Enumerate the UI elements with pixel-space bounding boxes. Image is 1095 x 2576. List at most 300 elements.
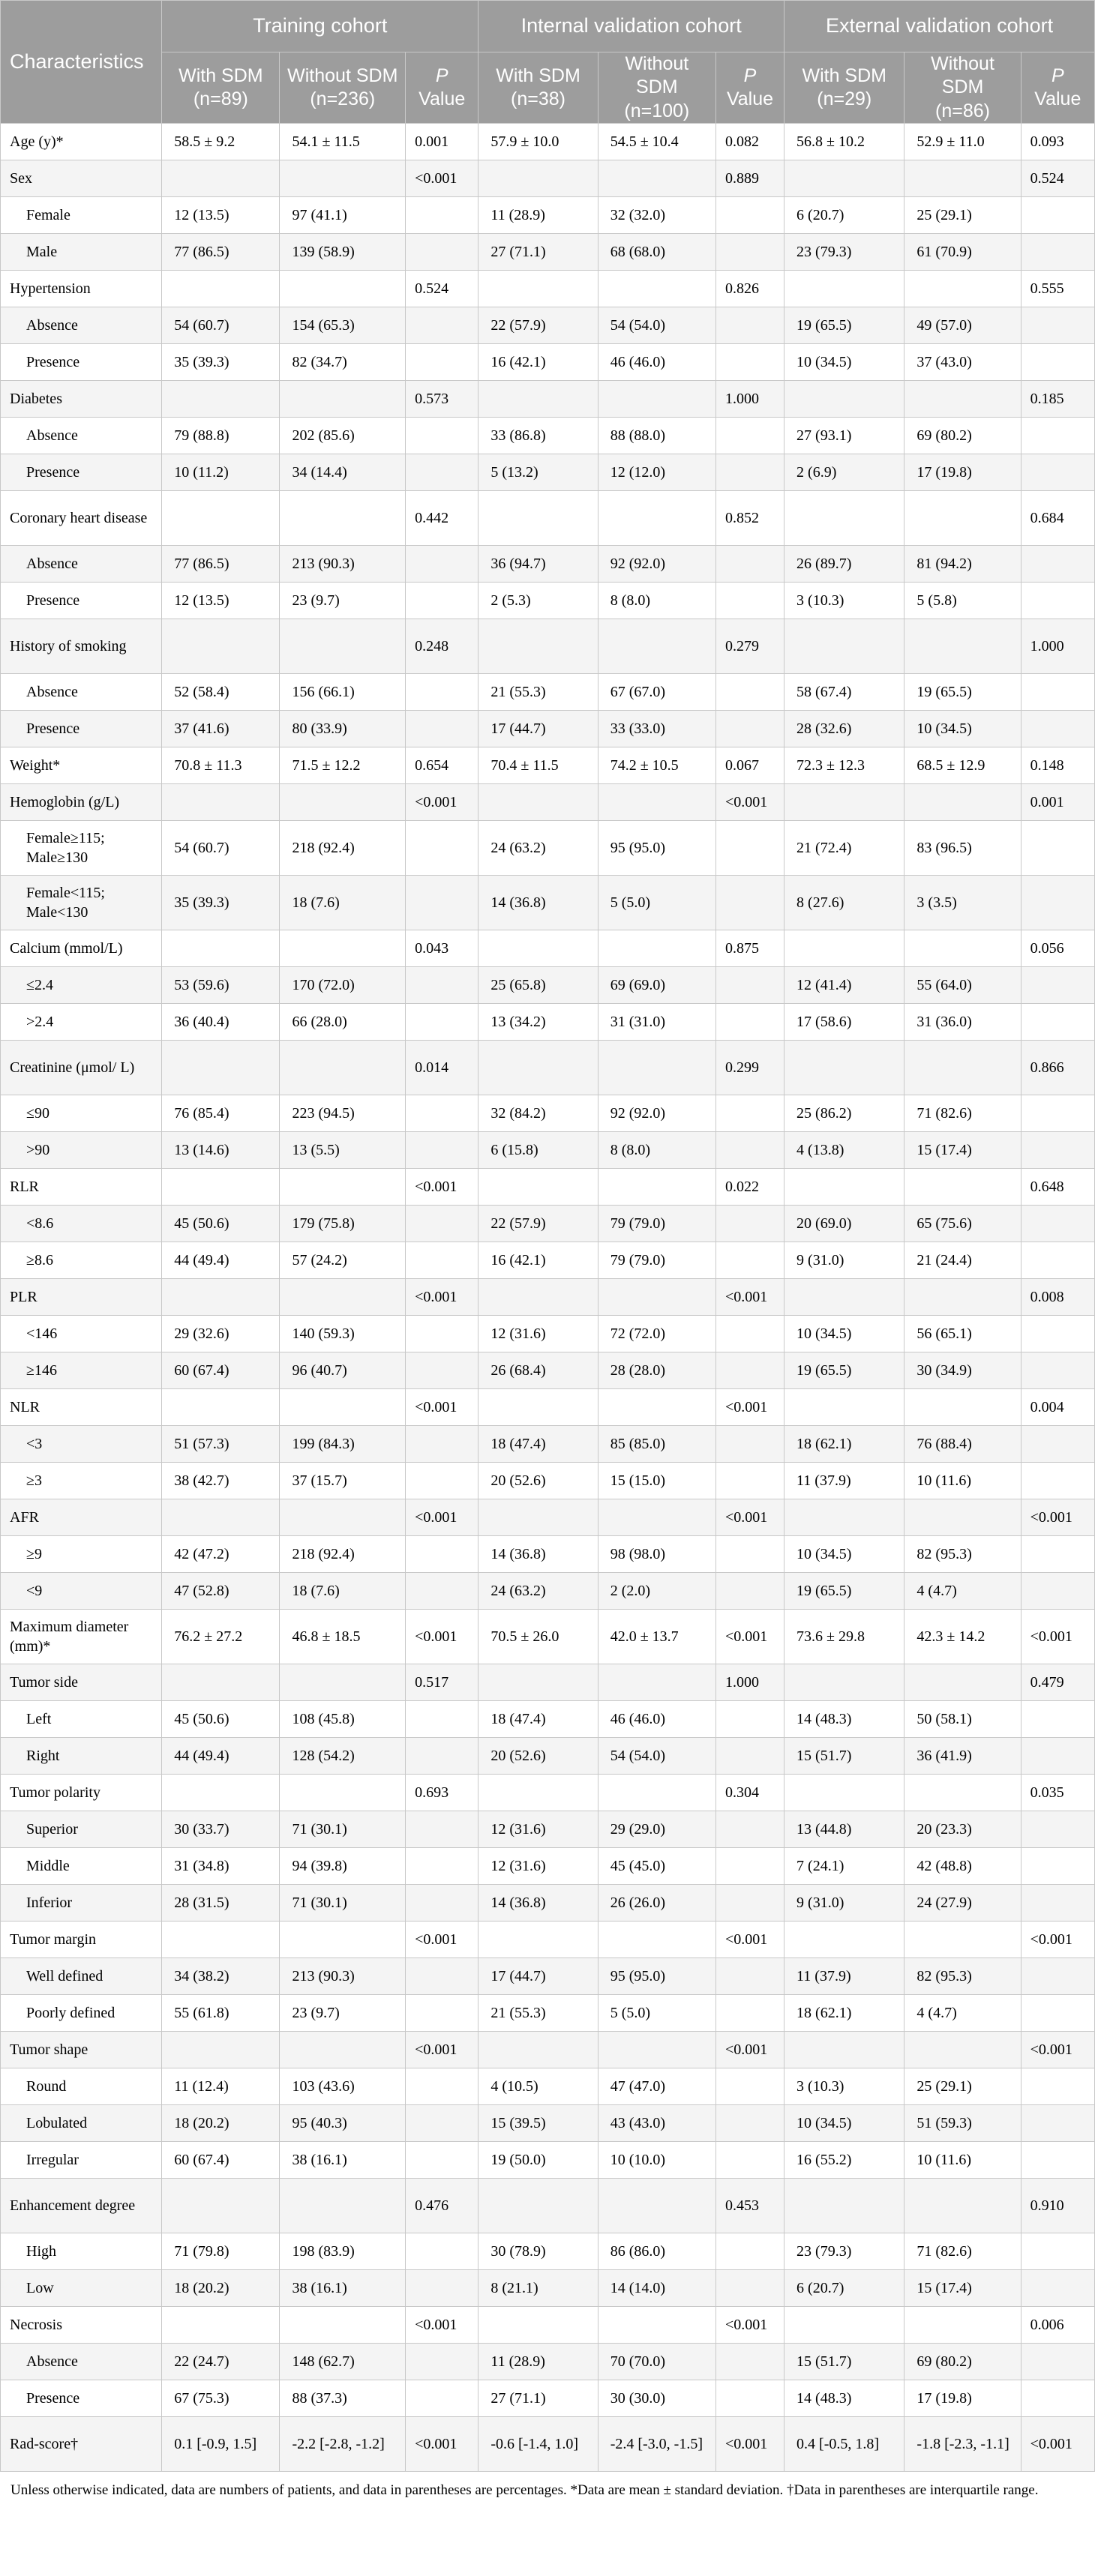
value-cell — [478, 619, 598, 673]
p-value-cell — [1021, 454, 1094, 490]
value-cell: 65 (75.6) — [904, 1205, 1021, 1242]
value-cell — [162, 2031, 280, 2068]
column-header-line-1: Without SDM — [625, 53, 689, 98]
value-cell: 71.5 ± 12.2 — [280, 747, 406, 783]
p-value-cell — [716, 343, 784, 380]
p-value-cell: 0.479 — [1021, 1664, 1094, 1700]
value-cell — [478, 2306, 598, 2343]
table-row — [1, 1131, 1095, 1168]
p-value-cell — [716, 1352, 784, 1388]
p-value-cell — [1021, 1847, 1094, 1884]
p-value-cell — [1021, 2141, 1094, 2178]
p-value-cell: 0.555 — [1021, 270, 1094, 307]
table-row — [1, 2380, 1095, 2416]
p-value-cell: 0.654 — [406, 747, 478, 783]
value-cell: 50 (58.1) — [904, 1700, 1021, 1737]
value-cell: 10 (34.5) — [784, 1315, 904, 1352]
value-cell: 12 (41.4) — [784, 966, 904, 1003]
value-cell — [784, 619, 904, 673]
value-cell: 45 (50.6) — [162, 1700, 280, 1737]
value-cell — [478, 1388, 598, 1425]
table-row — [1, 1737, 1095, 1774]
value-cell — [598, 1921, 716, 1957]
value-cell: 76.2 ± 27.2 — [162, 1609, 280, 1664]
value-cell — [280, 1774, 406, 1811]
table-row — [1, 930, 1095, 966]
value-cell — [478, 380, 598, 417]
p-value-cell: 0.008 — [1021, 1278, 1094, 1315]
table-row — [1, 1664, 1095, 1700]
table-row — [1, 1242, 1095, 1278]
p-value-cell — [406, 710, 478, 747]
p-value-cell — [716, 1847, 784, 1884]
table-row — [1, 1957, 1095, 1994]
table-row — [1, 1352, 1095, 1388]
p-value-cell — [1021, 1242, 1094, 1278]
value-cell: 14 (36.8) — [478, 1535, 598, 1572]
p-value-cell — [716, 1811, 784, 1847]
row-sublabel: Lobulated — [1, 2104, 162, 2141]
value-cell: 72.3 ± 12.3 — [784, 747, 904, 783]
table-row — [1, 875, 1095, 930]
p-value-cell — [406, 1003, 478, 1040]
value-cell: 156 (66.1) — [280, 673, 406, 710]
value-cell — [478, 1774, 598, 1811]
value-cell — [784, 270, 904, 307]
value-cell: 12 (31.6) — [478, 1811, 598, 1847]
value-cell: 21 (72.4) — [784, 820, 904, 875]
value-cell: 60 (67.4) — [162, 1352, 280, 1388]
p-value-cell: <0.001 — [716, 783, 784, 820]
value-cell — [280, 270, 406, 307]
value-cell: 108 (45.8) — [280, 1700, 406, 1737]
value-cell: 18 (20.2) — [162, 2104, 280, 2141]
table-row — [1, 1572, 1095, 1609]
value-cell: 2 (5.3) — [478, 582, 598, 619]
value-cell — [598, 1168, 716, 1205]
value-cell: 37 (43.0) — [904, 343, 1021, 380]
value-cell: 79 (88.8) — [162, 417, 280, 454]
row-label: History of smoking — [1, 619, 162, 673]
value-cell — [598, 1664, 716, 1700]
value-cell: 18 (47.4) — [478, 1425, 598, 1462]
value-cell: 86 (86.0) — [598, 2233, 716, 2269]
value-cell: 10 (34.5) — [784, 343, 904, 380]
p-value-cell — [406, 1811, 478, 1847]
value-cell: 38 (16.1) — [280, 2269, 406, 2306]
table-row — [1, 454, 1095, 490]
table-row — [1, 160, 1095, 196]
value-cell — [598, 1040, 716, 1095]
p-value-cell — [406, 1572, 478, 1609]
value-cell — [904, 1040, 1021, 1095]
column-header-line-1: Without SDM — [931, 53, 994, 98]
value-cell — [904, 1499, 1021, 1535]
value-cell: 18 (62.1) — [784, 1425, 904, 1462]
table-row — [1, 270, 1095, 307]
value-cell: 57.9 ± 10.0 — [478, 123, 598, 160]
column-header-line-1: Without SDM — [287, 64, 398, 86]
value-cell: 15 (51.7) — [784, 1737, 904, 1774]
value-cell: 52.9 ± 11.0 — [904, 123, 1021, 160]
row-label: Enhancement degree — [1, 2178, 162, 2233]
value-cell: 13 (44.8) — [784, 1811, 904, 1847]
value-cell: 27 (71.1) — [478, 2380, 598, 2416]
value-cell: 53 (59.6) — [162, 966, 280, 1003]
value-cell: 10 (34.5) — [784, 2104, 904, 2141]
value-cell: 4 (4.7) — [904, 1994, 1021, 2031]
row-label: Coronary heart disease — [1, 490, 162, 545]
value-cell — [598, 270, 716, 307]
table-row — [1, 1847, 1095, 1884]
p-value-cell: 0.185 — [1021, 380, 1094, 417]
value-cell: 51 (59.3) — [904, 2104, 1021, 2141]
value-cell: 34 (14.4) — [280, 454, 406, 490]
value-cell: 21 (24.4) — [904, 1242, 1021, 1278]
value-cell: 198 (83.9) — [280, 2233, 406, 2269]
value-cell: 36 (40.4) — [162, 1003, 280, 1040]
value-cell: 18 (20.2) — [162, 2269, 280, 2306]
row-label: Hemoglobin (g/L) — [1, 783, 162, 820]
p-value-cell — [716, 710, 784, 747]
p-value-cell — [716, 1205, 784, 1242]
value-cell — [162, 160, 280, 196]
value-cell: 68.5 ± 12.9 — [904, 747, 1021, 783]
value-cell: 25 (29.1) — [904, 2068, 1021, 2104]
p-value-cell — [716, 875, 784, 930]
value-cell: 30 (30.0) — [598, 2380, 716, 2416]
table-row — [1, 2306, 1095, 2343]
p-value-cell — [1021, 1095, 1094, 1131]
value-cell: 29 (32.6) — [162, 1315, 280, 1352]
value-cell — [162, 1664, 280, 1700]
p-value-cell — [1021, 2380, 1094, 2416]
row-sublabel: <9 — [1, 1572, 162, 1609]
value-cell: 56.8 ± 10.2 — [784, 123, 904, 160]
column-header-line-1: With SDM — [496, 64, 580, 86]
row-sublabel: Well defined — [1, 1957, 162, 1994]
p-value-cell — [1021, 2068, 1094, 2104]
value-cell — [598, 930, 716, 966]
p-value-cell — [716, 1462, 784, 1499]
value-cell — [162, 1388, 280, 1425]
p-value-cell: <0.001 — [716, 1499, 784, 1535]
table-row — [1, 2233, 1095, 2269]
p-value-cell: 0.279 — [716, 619, 784, 673]
column-header-line-2: (n=86) — [935, 100, 990, 121]
p-value-cell — [1021, 233, 1094, 270]
p-value-cell: 0.082 — [716, 123, 784, 160]
p-value-cell: <0.001 — [406, 1609, 478, 1664]
value-cell: 51 (57.3) — [162, 1425, 280, 1462]
value-cell: 58 (67.4) — [784, 673, 904, 710]
value-cell: 70.8 ± 11.3 — [162, 747, 280, 783]
training-cohort-header: Training cohort — [162, 1, 478, 52]
table-row — [1, 1205, 1095, 1242]
value-cell: 26 (26.0) — [598, 1884, 716, 1921]
value-cell: 80 (33.9) — [280, 710, 406, 747]
value-cell: 28 (32.6) — [784, 710, 904, 747]
row-sublabel: Presence — [1, 454, 162, 490]
value-cell: 3 (10.3) — [784, 2068, 904, 2104]
row-sublabel: ≥146 — [1, 1352, 162, 1388]
value-cell — [280, 930, 406, 966]
value-cell: 10 (11.6) — [904, 1462, 1021, 1499]
table-row — [1, 1921, 1095, 1957]
value-cell — [280, 783, 406, 820]
value-cell: 16 (42.1) — [478, 1242, 598, 1278]
value-cell: 82 (95.3) — [904, 1957, 1021, 1994]
row-sublabel: <146 — [1, 1315, 162, 1352]
value-cell: 17 (19.8) — [904, 2380, 1021, 2416]
value-cell: 18 (7.6) — [280, 1572, 406, 1609]
row-sublabel: Absence — [1, 545, 162, 582]
value-cell: 6 (20.7) — [784, 2269, 904, 2306]
value-cell: 20 (52.6) — [478, 1737, 598, 1774]
value-cell: 10 (11.2) — [162, 454, 280, 490]
value-cell — [478, 490, 598, 545]
p-value-cell — [406, 196, 478, 233]
value-cell: 43 (43.0) — [598, 2104, 716, 2141]
p-value-cell — [406, 545, 478, 582]
value-cell: 71 (82.6) — [904, 1095, 1021, 1131]
value-cell — [478, 2178, 598, 2233]
row-label: Necrosis — [1, 2306, 162, 2343]
row-sublabel: Presence — [1, 582, 162, 619]
value-cell — [162, 490, 280, 545]
p-value-cell: <0.001 — [1021, 1921, 1094, 1957]
value-cell: 19 (50.0) — [478, 2141, 598, 2178]
value-cell: 11 (37.9) — [784, 1957, 904, 1994]
value-cell: 140 (59.3) — [280, 1315, 406, 1352]
value-cell — [784, 1278, 904, 1315]
p-value-cell: <0.001 — [406, 1499, 478, 1535]
value-cell: 5 (13.2) — [478, 454, 598, 490]
value-cell: 25 (86.2) — [784, 1095, 904, 1131]
group-column-header — [904, 52, 1021, 124]
value-cell — [904, 270, 1021, 307]
row-sublabel: Absence — [1, 2343, 162, 2380]
value-cell: 30 (34.9) — [904, 1352, 1021, 1388]
value-cell: 23 (9.7) — [280, 1994, 406, 2031]
value-cell: 71 (79.8) — [162, 2233, 280, 2269]
value-cell — [598, 1388, 716, 1425]
value-cell: 213 (90.3) — [280, 545, 406, 582]
value-cell: 57 (24.2) — [280, 1242, 406, 1278]
p-value-cell: 0.524 — [1021, 160, 1094, 196]
p-value-cell — [406, 1095, 478, 1131]
column-header-line-1: P — [743, 64, 757, 86]
row-sublabel: Presence — [1, 2380, 162, 2416]
value-cell — [478, 1040, 598, 1095]
p-value-cell: 0.476 — [406, 2178, 478, 2233]
value-cell — [784, 2306, 904, 2343]
value-cell: 69 (80.2) — [904, 417, 1021, 454]
value-cell — [280, 1168, 406, 1205]
value-cell — [478, 1664, 598, 1700]
p-value-cell — [716, 966, 784, 1003]
value-cell — [478, 160, 598, 196]
value-cell — [784, 1388, 904, 1425]
value-cell: 148 (62.7) — [280, 2343, 406, 2380]
value-cell: 25 (29.1) — [904, 196, 1021, 233]
value-cell — [162, 2306, 280, 2343]
value-cell — [162, 1774, 280, 1811]
value-cell — [162, 270, 280, 307]
table-row — [1, 619, 1095, 673]
row-label: Tumor polarity — [1, 1774, 162, 1811]
value-cell — [784, 160, 904, 196]
p-value-cell — [1021, 1737, 1094, 1774]
p-value-cell: <0.001 — [406, 2031, 478, 2068]
value-cell — [280, 2306, 406, 2343]
value-cell — [784, 1921, 904, 1957]
value-cell — [904, 1278, 1021, 1315]
value-cell — [784, 1664, 904, 1700]
value-cell: 5 (5.0) — [598, 875, 716, 930]
table-row — [1, 1425, 1095, 1462]
p-value-cell — [716, 1572, 784, 1609]
row-sublabel: Female<115; Male<130 — [1, 875, 162, 930]
p-value-cell: <0.001 — [406, 1388, 478, 1425]
row-sublabel: Irregular — [1, 2141, 162, 2178]
value-cell: 35 (39.3) — [162, 343, 280, 380]
p-value-cell — [716, 2380, 784, 2416]
column-header-line-2: (n=38) — [511, 88, 566, 109]
p-value-cell — [716, 454, 784, 490]
p-value-cell — [716, 2269, 784, 2306]
p-value-cell: 0.889 — [716, 160, 784, 196]
value-cell: 54 (60.7) — [162, 820, 280, 875]
value-cell: 23 (79.3) — [784, 233, 904, 270]
characteristics-header: Characteristics — [1, 1, 162, 124]
value-cell — [280, 1040, 406, 1095]
p-value-cell: 0.067 — [716, 747, 784, 783]
value-cell: 22 (57.9) — [478, 1205, 598, 1242]
value-cell: 97 (41.1) — [280, 196, 406, 233]
value-cell — [598, 783, 716, 820]
value-cell: -2.4 [-3.0, -1.5] — [598, 2416, 716, 2471]
row-sublabel: ≥9 — [1, 1535, 162, 1572]
value-cell: 23 (9.7) — [280, 582, 406, 619]
value-cell: 179 (75.8) — [280, 1205, 406, 1242]
value-cell: 42.3 ± 14.2 — [904, 1609, 1021, 1664]
table-row — [1, 1535, 1095, 1572]
value-cell — [784, 1040, 904, 1095]
p-value-cell — [716, 2104, 784, 2141]
value-cell: 18 (7.6) — [280, 875, 406, 930]
table-row — [1, 1095, 1095, 1131]
column-header-line-2: Value — [726, 88, 774, 109]
table-row — [1, 710, 1095, 747]
column-header-line-1: P — [435, 64, 448, 86]
value-cell: 28 (28.0) — [598, 1352, 716, 1388]
value-cell: 33 (86.8) — [478, 417, 598, 454]
value-cell: 82 (34.7) — [280, 343, 406, 380]
value-cell: 27 (93.1) — [784, 417, 904, 454]
p-value-cell — [1021, 196, 1094, 233]
value-cell: 139 (58.9) — [280, 233, 406, 270]
table-row — [1, 747, 1095, 783]
value-cell — [478, 930, 598, 966]
p-value-cell: 1.000 — [716, 380, 784, 417]
value-cell — [280, 1278, 406, 1315]
p-value-cell — [1021, 1884, 1094, 1921]
value-cell: 98 (98.0) — [598, 1535, 716, 1572]
value-cell: 71 (82.6) — [904, 2233, 1021, 2269]
value-cell: 42.0 ± 13.7 — [598, 1609, 716, 1664]
p-value-cell: <0.001 — [716, 1921, 784, 1957]
p-value-cell — [1021, 1003, 1094, 1040]
p-value-cell — [406, 233, 478, 270]
value-cell — [280, 619, 406, 673]
value-cell: 11 (28.9) — [478, 2343, 598, 2380]
table-row — [1, 2068, 1095, 2104]
p-value-cell: 0.022 — [716, 1168, 784, 1205]
p-value-cell — [1021, 2269, 1094, 2306]
value-cell: 5 (5.8) — [904, 582, 1021, 619]
row-label: Hypertension — [1, 270, 162, 307]
value-cell: 8 (21.1) — [478, 2269, 598, 2306]
table-row — [1, 673, 1095, 710]
value-cell: 20 (23.3) — [904, 1811, 1021, 1847]
p-value-cell — [1021, 1352, 1094, 1388]
p-value-cell — [406, 2380, 478, 2416]
value-cell: 54 (54.0) — [598, 307, 716, 343]
p-value-cell: 0.875 — [716, 930, 784, 966]
value-cell: 13 (14.6) — [162, 1131, 280, 1168]
group-column-header — [784, 52, 904, 124]
p-value-cell: <0.001 — [406, 1278, 478, 1315]
value-cell: 10 (34.5) — [784, 1535, 904, 1572]
value-cell: 44 (49.4) — [162, 1242, 280, 1278]
value-cell: 19 (65.5) — [784, 1572, 904, 1609]
value-cell: 7 (24.1) — [784, 1847, 904, 1884]
table-body — [1, 123, 1095, 2471]
value-cell — [280, 1664, 406, 1700]
value-cell — [784, 930, 904, 966]
p-value-cell — [406, 2104, 478, 2141]
p-value-cell — [406, 1131, 478, 1168]
table-row — [1, 2416, 1095, 2471]
table-row — [1, 1994, 1095, 2031]
p-value-cell — [406, 1737, 478, 1774]
value-cell: 70.4 ± 11.5 — [478, 747, 598, 783]
value-cell: 35 (39.3) — [162, 875, 280, 930]
table-row — [1, 1315, 1095, 1352]
value-cell: 17 (58.6) — [784, 1003, 904, 1040]
value-cell: 81 (94.2) — [904, 545, 1021, 582]
value-cell: 44 (49.4) — [162, 1737, 280, 1774]
p-value-cell — [406, 966, 478, 1003]
p-value-cell: 0.001 — [1021, 783, 1094, 820]
value-cell — [904, 930, 1021, 966]
value-cell — [598, 1499, 716, 1535]
value-cell: 55 (61.8) — [162, 1994, 280, 2031]
value-cell — [280, 380, 406, 417]
value-cell: 19 (65.5) — [784, 1352, 904, 1388]
value-cell: 12 (31.6) — [478, 1315, 598, 1352]
value-cell: 218 (92.4) — [280, 1535, 406, 1572]
value-cell: 11 (28.9) — [478, 196, 598, 233]
p-value-cell: 0.517 — [406, 1664, 478, 1700]
p-value-cell: <0.001 — [1021, 1499, 1094, 1535]
p-value-cell — [716, 2141, 784, 2178]
p-value-cell: <0.001 — [716, 1609, 784, 1664]
table-row — [1, 343, 1095, 380]
value-cell — [478, 1278, 598, 1315]
value-cell: 26 (68.4) — [478, 1352, 598, 1388]
